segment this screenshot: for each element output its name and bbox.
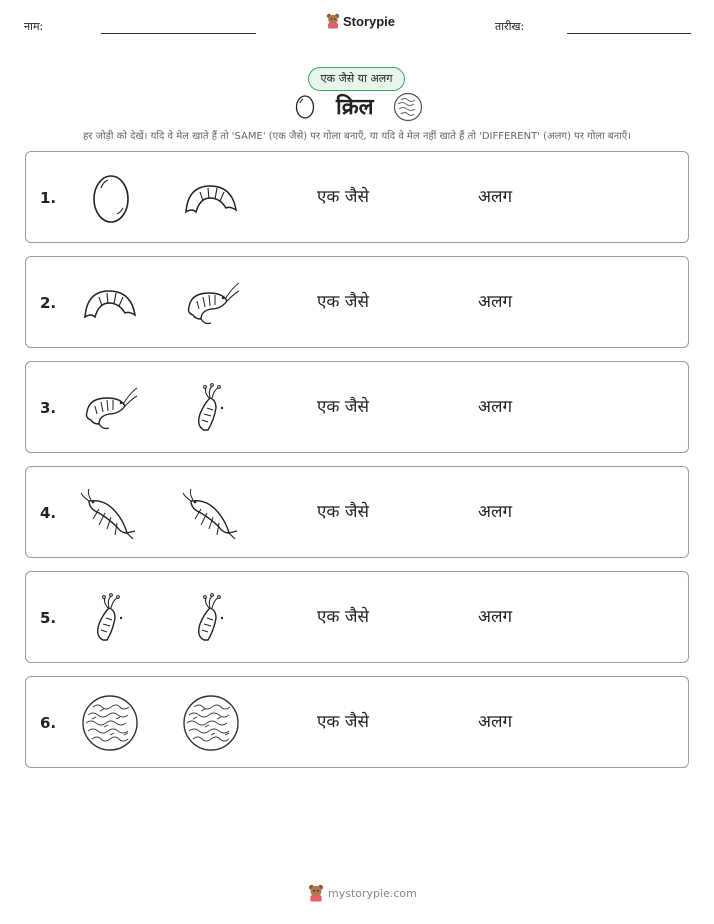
krill-swarm-icon <box>80 693 140 753</box>
different-option[interactable]: अलग <box>478 292 513 312</box>
same-option[interactable]: एक जैसे <box>317 397 369 417</box>
page-title: क्रिल <box>336 95 374 120</box>
pair-row <box>25 676 689 768</box>
name-field-line[interactable] <box>101 33 256 34</box>
row-number: 2. <box>40 294 57 312</box>
row-number: 6. <box>40 714 57 732</box>
same-option[interactable]: एक जैसे <box>317 187 369 207</box>
footer-site[interactable]: mystorypie.com <box>328 886 417 900</box>
same-option[interactable]: एक जैसे <box>317 502 369 522</box>
pair-row <box>25 571 689 663</box>
pair-row <box>25 256 689 348</box>
juvenile-krill-icon <box>81 588 141 648</box>
footer <box>308 884 417 902</box>
different-option[interactable]: अलग <box>478 187 513 207</box>
egg-icon <box>81 168 141 228</box>
same-option[interactable]: एक जैसे <box>317 292 369 312</box>
row-number: 5. <box>40 609 57 627</box>
same-option[interactable]: एक जैसे <box>317 607 369 627</box>
same-option[interactable]: एक जैसे <box>317 712 369 732</box>
krill-swarm-icon <box>393 92 423 122</box>
larva-icon <box>79 273 139 333</box>
larva-icon <box>180 168 240 228</box>
bear-mascot-icon <box>326 13 340 29</box>
pair-row <box>25 361 689 453</box>
pair-row <box>25 151 689 243</box>
different-option[interactable]: अलग <box>478 712 513 732</box>
shrimp-icon <box>79 378 139 438</box>
different-option[interactable]: अलग <box>478 502 513 522</box>
adult-krill-icon <box>79 483 139 543</box>
egg-icon <box>294 94 316 120</box>
juvenile-krill-icon <box>182 378 242 438</box>
krill-swarm-icon <box>181 693 241 753</box>
date-field-line[interactable] <box>567 33 691 34</box>
brand-name: Storypie <box>343 13 396 29</box>
shrimp-icon <box>181 273 241 333</box>
row-number: 4. <box>40 504 57 522</box>
worksheet-type-badge: एक जैसे या अलग <box>308 67 405 91</box>
different-option[interactable]: अलग <box>478 607 513 627</box>
title-row <box>290 91 430 123</box>
different-option[interactable]: अलग <box>478 397 513 417</box>
instructions: हर जोड़ी को देखें। यदि वे मेल खाते हैं तो 'SAME' (एक जैसे) पर गोला बनाएँ, या यदि वे मेल नहीं खाते हैं तो 'DIFFERENT' (अलग) पर गोला बनाएँ। <box>82 131 632 142</box>
adult-krill-icon <box>181 483 241 543</box>
row-number: 1. <box>40 189 57 207</box>
bear-mascot-icon <box>308 884 324 902</box>
row-number: 3. <box>40 399 57 417</box>
pair-row <box>25 466 689 558</box>
juvenile-krill-icon <box>182 588 242 648</box>
name-label: नाम: <box>24 20 44 33</box>
storypie-logo <box>326 13 395 29</box>
date-label: तारीख: <box>495 20 525 33</box>
